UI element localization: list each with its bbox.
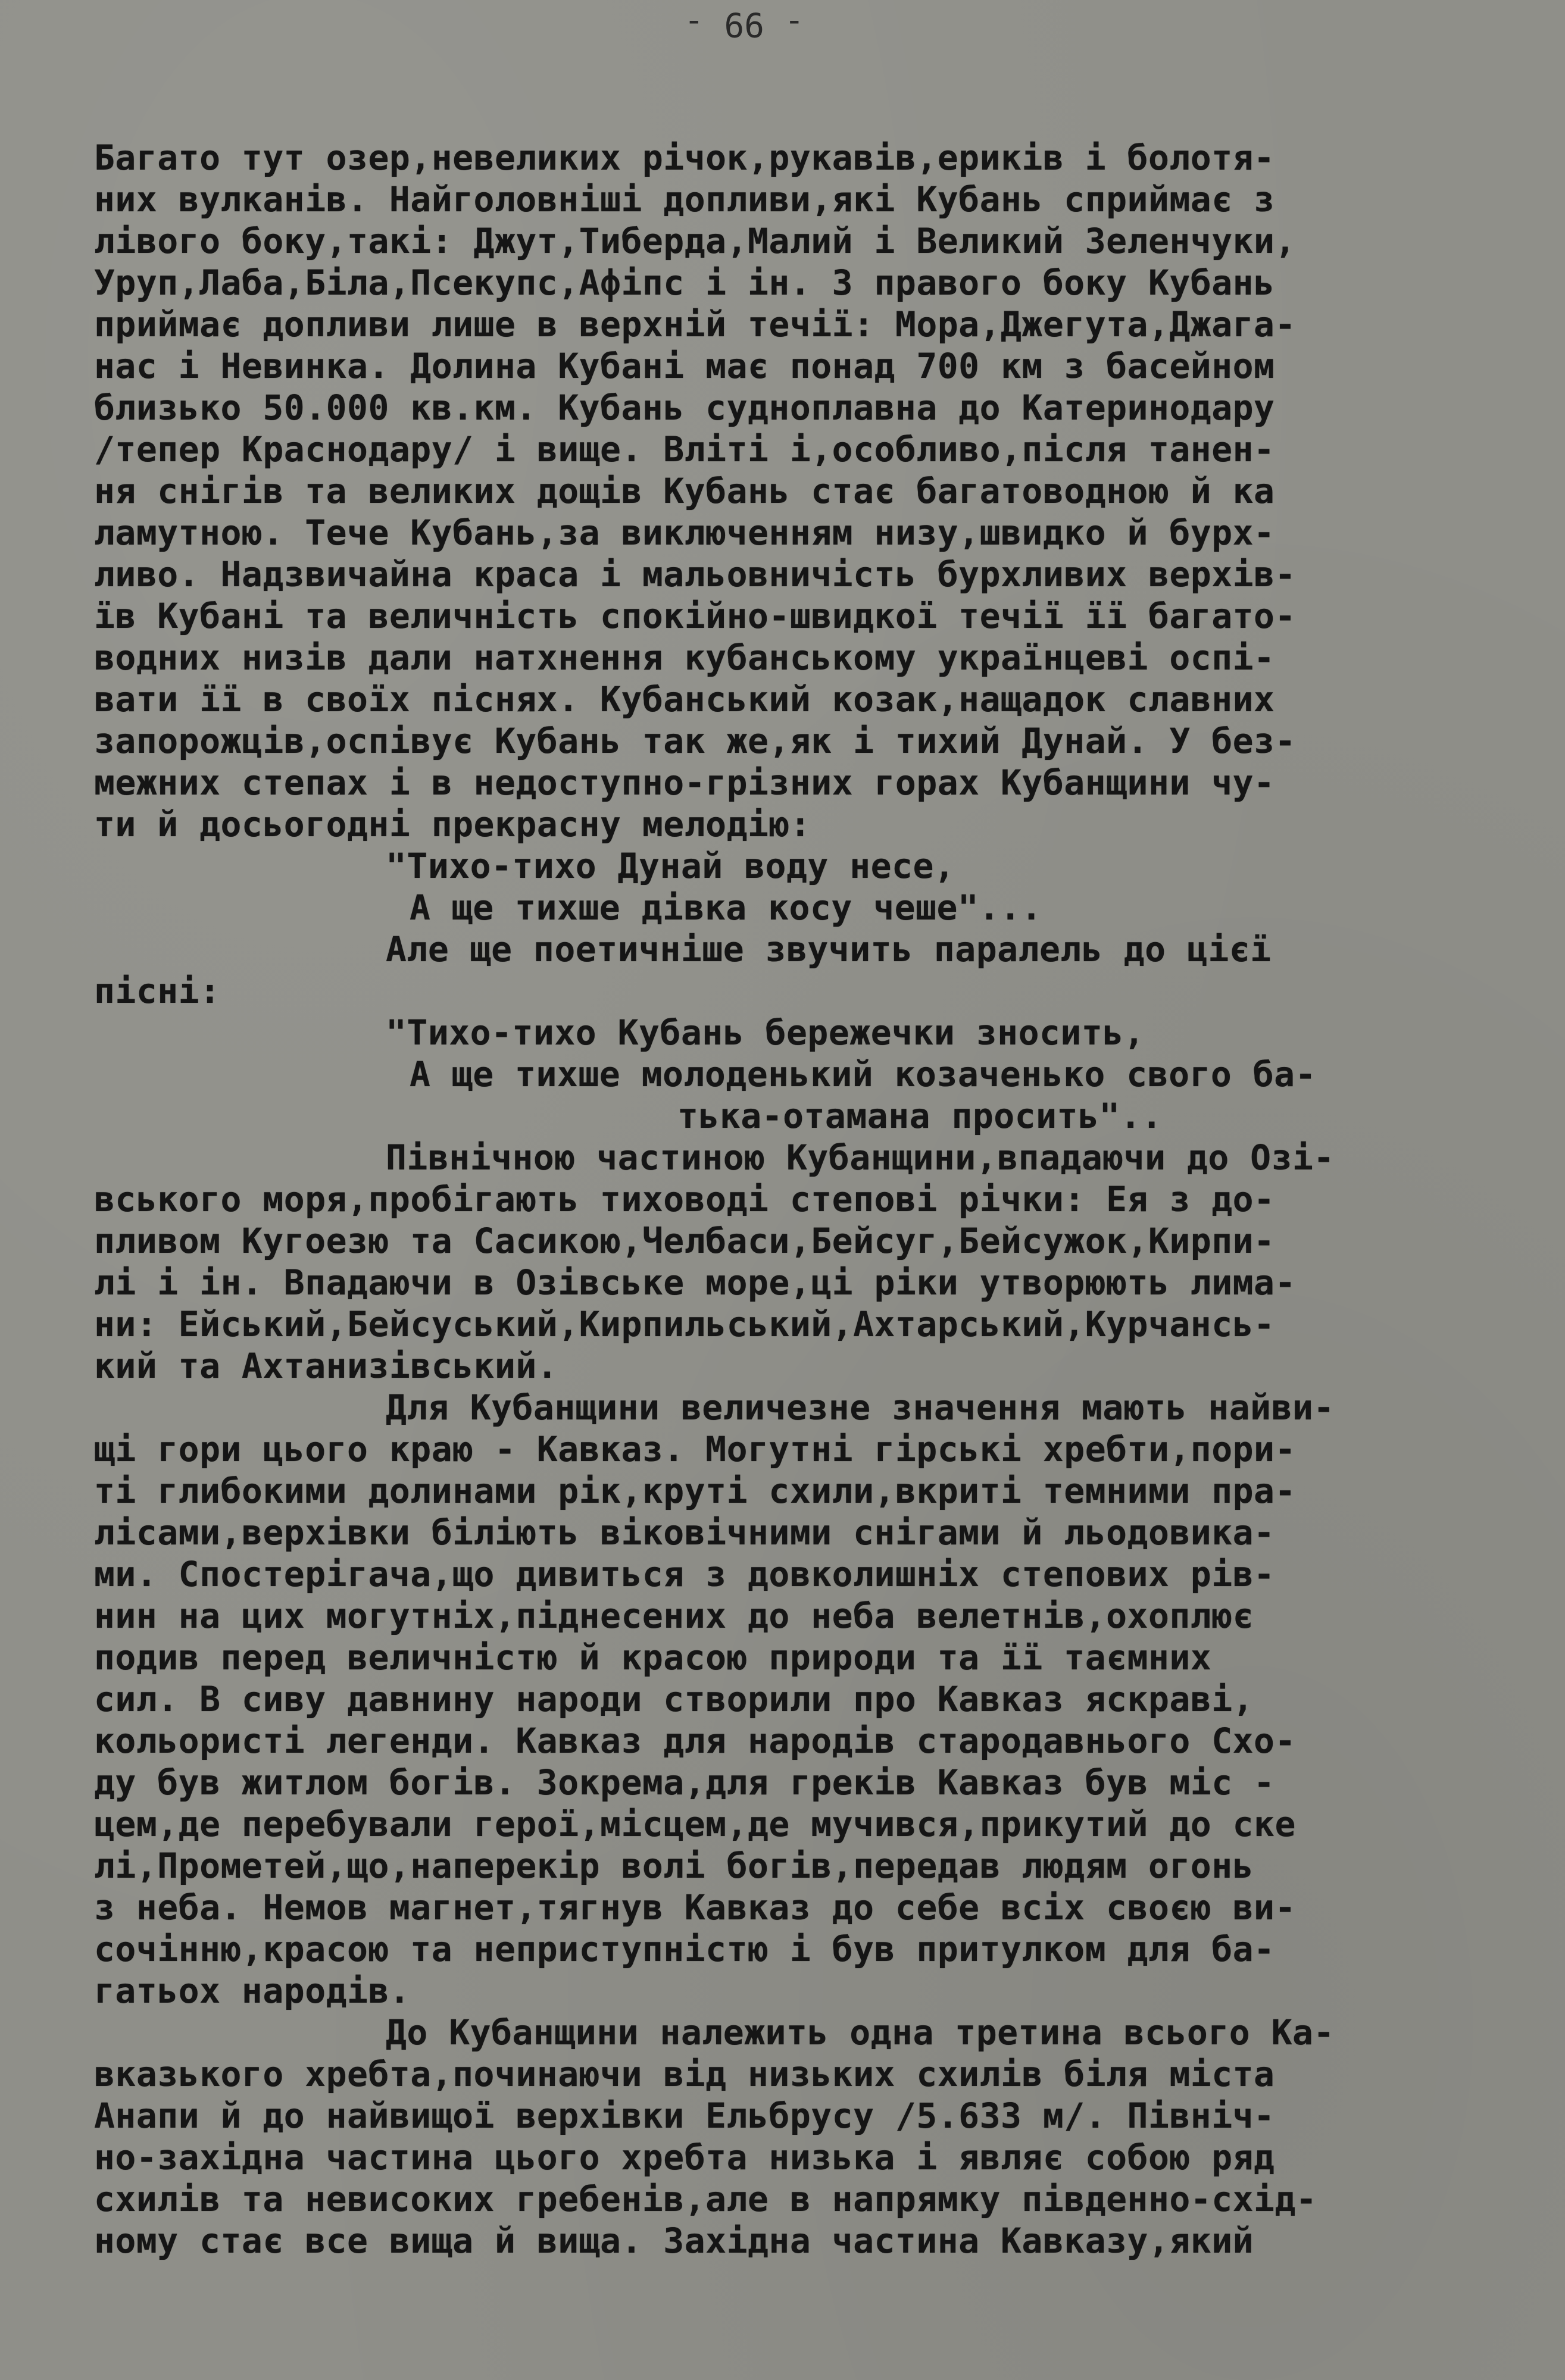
text-line: Але ще поетичніше звучить паралель до цієї bbox=[386, 929, 1272, 969]
text-line: лі і ін. Впадаючи в Озівське море,ці ріки утворюють лима- bbox=[94, 1262, 1296, 1303]
text-line: цем,де перебували герої,місцем,де мучився,прикутий до ске bbox=[94, 1804, 1296, 1844]
text-line: кий та Ахтанизівський. bbox=[94, 1346, 558, 1386]
text-line: ному стає все вища й вища. Західна частина Кавказу,який bbox=[94, 2221, 1254, 2261]
text-line: межних степах і в недоступно-грізних горах Кубанщини чу- bbox=[94, 762, 1275, 803]
text-line: нас і Невинка. Долина Кубані має понад 700 км з басейном bbox=[94, 346, 1275, 386]
text-line: їв Кубані та величність спокійно-швидкої течії її багато- bbox=[94, 596, 1296, 636]
verse-line: А ще тихше дівка косу чеше"... bbox=[410, 887, 1042, 928]
text-line: но-західна частина цього хребта низька і являє собою ряд bbox=[94, 2137, 1275, 2178]
text-line: близько 50.000 кв.км. Кубань судноплавна до Катеринодару bbox=[94, 387, 1275, 428]
text-line: /тепер Краснодару/ і вище. Вліті і,особливо,після танен- bbox=[94, 429, 1275, 470]
text-line: ті глибокими долинами рік,круті схили,вкриті темними пра- bbox=[94, 1471, 1296, 1511]
text-line: схилів та невисоких гребенів,але в напрямку південно-схід- bbox=[94, 2179, 1317, 2219]
text-line: Багато тут озер,невеликих річок,рукавів,ериків і болотя- bbox=[94, 137, 1275, 178]
verse-line: "Тихо-тихо Кубань бережечки зносить, bbox=[386, 1012, 1145, 1053]
text-line: приймає допливи лише в верхній течії: Мора,Джегута,Джага- bbox=[94, 304, 1296, 345]
paragraph-start-line: Для Кубанщини величезне значення мають найви- bbox=[386, 1387, 1335, 1428]
verse-line: тька-отамана просить".. bbox=[677, 1096, 1163, 1136]
text-line: запорожців,оспівує Кубань так же,як і тихий Дунай. У без- bbox=[94, 721, 1296, 761]
paragraph-start-line: Північною частиною Кубанщини,впадаючи до Озі- bbox=[386, 1137, 1335, 1178]
verse-line: А ще тихше молоденький козаченько свого ба- bbox=[410, 1054, 1317, 1094]
text-line: з неба. Немов магнет,тягнув Кавказ до себе всіх своєю ви- bbox=[94, 1887, 1296, 1928]
text-line: лі,Прометей,що,наперекір волі богів,передав людям огонь bbox=[94, 1846, 1254, 1886]
paragraph-start-line: До Кубанщини належить одна третина всього Ка- bbox=[386, 2012, 1335, 2053]
typescript-body bbox=[94, 137, 1523, 2262]
text-line: Уруп,Лаба,Біла,Псекупс,Афіпс і ін. З правого боку Кубань bbox=[94, 262, 1275, 303]
text-line: сил. В сиву давнину народи створили про Кавказ яскраві, bbox=[94, 1679, 1254, 1719]
text-line: подив перед величністю й красою природи та її таємних bbox=[94, 1637, 1212, 1678]
text-line: них вулканів. Найголовніші допливи,які Кубань сприймає з bbox=[94, 179, 1275, 220]
text-line: лівого боку,такі: Джут,Тиберда,Малий і Великий Зеленчуки, bbox=[94, 221, 1296, 261]
page-number: - 99 - bbox=[683, 5, 805, 43]
text-line: ми. Спостерігача,що дивиться з довколишніх степових рів- bbox=[94, 1554, 1275, 1594]
text-line: сочінню,красою та неприступністю і був притулком для ба- bbox=[94, 1929, 1275, 1969]
text-line: ти й досьогодні прекрасну мелодію: bbox=[94, 804, 811, 845]
text-line: ду був житлом богів. Зокрема,для греків Кавказ був міс - bbox=[94, 1762, 1275, 1803]
text-line: вського моря,пробігають тиховоді степові річки: Ея з до- bbox=[94, 1179, 1275, 1219]
text-line: кольористі легенди. Кавказ для народів стародавнього Схо- bbox=[94, 1721, 1296, 1761]
text-line: ламутною. Тече Кубань,за виключенням низу,швидко й бурх- bbox=[94, 512, 1275, 553]
text-line: Анапи й до найвищої верхівки Ельбрусу /5.633 м/. Північ- bbox=[94, 2096, 1275, 2136]
text-line: ливо. Надзвичайна краса і мальовничість бурхливих верхів- bbox=[94, 554, 1296, 595]
text-line: ня снігів та великих дощів Кубань стає багатоводною й ка bbox=[94, 471, 1275, 511]
text-line: ни: Ейський,Бейсуський,Кирпильський,Ахтарський,Курчанcь- bbox=[94, 1304, 1275, 1344]
text-line: вказького хребта,починаючи від низьких схилів біля міста bbox=[94, 2054, 1275, 2094]
text-line: лісами,верхівки біліють віковічними снігами й льодовика- bbox=[94, 1512, 1275, 1553]
text-line: водних низів дали натхнення кубанському українцеві оспі- bbox=[94, 637, 1275, 678]
text-line: пісні: bbox=[94, 971, 221, 1011]
text-line: пливом Кугоезю та Сасикою,Челбаси,Бейсуг,Бейсужок,Кирпи- bbox=[94, 1221, 1275, 1261]
text-line: гатьох народів. bbox=[94, 1971, 411, 2011]
verse-line: "Тихо-тихо Дунай воду несе, bbox=[386, 846, 955, 886]
text-line: вати її в своїх піснях. Кубанський козак,нащадок славних bbox=[94, 679, 1275, 720]
text-line: нин на цих могутніх,піднесених до неба велетнів,охоплює bbox=[94, 1596, 1254, 1636]
text-line: щі гори цього краю - Кавказ. Могутні гірські хребти,пори- bbox=[94, 1429, 1296, 1469]
